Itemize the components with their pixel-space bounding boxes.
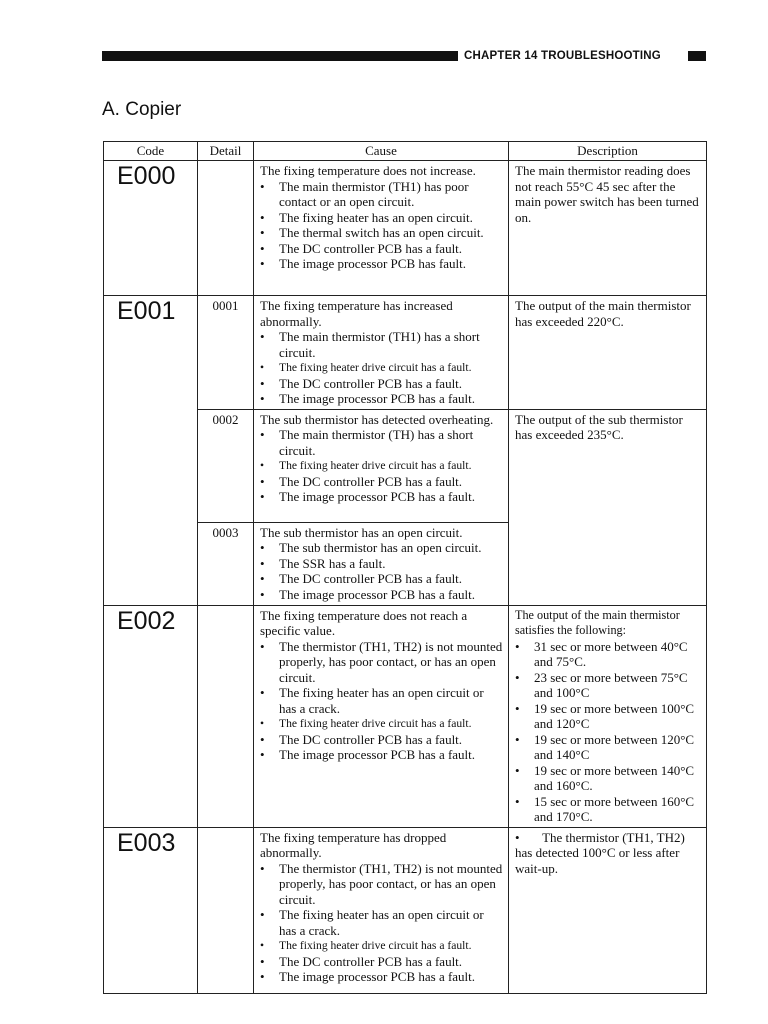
cause-cell [254, 296, 509, 410]
list-item: • The thermal switch has an open circuit. [260, 225, 504, 241]
table-row-e003 [104, 827, 707, 993]
list-item: • The fixing heater has an open circuit or has a crack. [260, 907, 504, 938]
detail-code: 0001 [212, 298, 239, 313]
error-code: E001 [117, 297, 176, 325]
list-item: • The DC controller PCB has a fault. [260, 376, 504, 392]
cause-lead: The fixing temperature has dropped abnormally. [260, 829, 447, 860]
detail-code: 0003 [212, 524, 239, 540]
description-cell [509, 161, 707, 296]
list-item: • 15 sec or more between 160°C and 170°C. [515, 794, 702, 825]
error-code-table [103, 141, 707, 994]
cause-lead: The sub thermistor has an open circuit. [260, 524, 463, 540]
cause-list [260, 179, 504, 272]
error-code: E002 [117, 606, 176, 635]
detail-cell [198, 409, 254, 522]
cause-list [260, 861, 504, 985]
list-item: • The fixing heater has an open circuit or has a crack. [260, 685, 504, 716]
list-item: • 19 sec or more between 100°C and 120°C [515, 701, 702, 732]
header-rule-right [688, 51, 706, 61]
list-item: • 19 sec or more between 120°C and 140°C [515, 732, 702, 763]
column-header-cause: Cause [254, 142, 509, 161]
description-list [515, 639, 702, 825]
table-row-e002 [104, 605, 707, 827]
description-text: The output of the main thermistor has exceeded 220°C. [515, 298, 691, 329]
list-item: • 31 sec or more between 40°C and 75°C. [515, 639, 702, 670]
description-lead: The output of the main thermistor satisfies the following: [515, 607, 680, 637]
list-item: • The main thermistor (TH) has a short circuit. [260, 427, 504, 458]
list-item: • The DC controller PCB has a fault. [260, 474, 504, 490]
list-item: • 23 sec or more between 75°C and 100°C [515, 670, 702, 701]
chapter-title: CHAPTER 14 TROUBLESHOOTING [464, 50, 661, 62]
list-item: • The image processor PCB has a fault. [260, 969, 504, 985]
chapter-header [102, 51, 706, 61]
detail-cell [198, 827, 254, 993]
description-cell [509, 296, 707, 410]
detail-cell [198, 605, 254, 827]
description-text: The main thermistor reading does not reach 55°C 45 sec after the main power switch has been turned on. [515, 163, 699, 225]
list-item: • The thermistor (TH1, TH2) is not mounted properly, has poor contact, or has an open circuit. [260, 861, 504, 908]
cause-cell [254, 605, 509, 827]
code-cell [104, 296, 198, 606]
column-header-detail: Detail [198, 142, 254, 161]
list-item: • The fixing heater drive circuit has a fault. [260, 360, 504, 376]
table-row-e001-0001 [104, 296, 707, 410]
description-cell [509, 409, 707, 605]
error-code: E003 [117, 828, 176, 857]
code-cell [104, 161, 198, 296]
list-item: • The DC controller PCB has a fault. [260, 954, 504, 970]
list-item: • The main thermistor (TH1) has a short circuit. [260, 329, 504, 360]
list-item: • The image processor PCB has a fault. [260, 747, 504, 763]
list-item: • The fixing heater drive circuit has a fault. [260, 938, 504, 954]
cause-lead: The fixing temperature does not increase. [260, 163, 476, 178]
cause-lead: The sub thermistor has detected overheating. [260, 411, 494, 427]
section-title: A. Copier [102, 99, 182, 120]
description-cell [509, 605, 707, 827]
description-text: • The thermistor (TH1, TH2) has detected 100°C or less after wait-up. [515, 829, 689, 876]
cause-cell [254, 409, 509, 522]
list-item: • The fixing heater drive circuit has a fault. [260, 458, 504, 474]
list-item: • 19 sec or more between 140°C and 160°C. [515, 763, 702, 794]
error-code: E000 [117, 162, 176, 190]
cause-lead: The fixing temperature has increased abnormally. [260, 298, 453, 329]
code-cell [104, 827, 198, 993]
cause-cell [254, 161, 509, 296]
list-item: • The DC controller PCB has a fault. [260, 732, 504, 748]
cause-list [260, 329, 504, 407]
detail-cell [198, 296, 254, 410]
list-item: • The thermistor (TH1, TH2) is not mounted properly, has poor contact, or has an open circuit. [260, 639, 504, 686]
cause-cell [254, 827, 509, 993]
detail-cell [198, 161, 254, 296]
cause-cell [254, 522, 509, 605]
cause-list [260, 639, 504, 763]
description-text: The output of the sub thermistor has exceeded 235°C. [515, 411, 683, 442]
list-item: • The image processor PCB has fault. [260, 256, 504, 272]
list-item: • The image processor PCB has a fault. [260, 391, 504, 407]
cause-list [260, 540, 504, 602]
detail-code: 0002 [212, 411, 239, 427]
list-item: • The image processor PCB has a fault. [260, 587, 504, 603]
description-cell [509, 827, 707, 993]
code-cell [104, 605, 198, 827]
list-item: • The DC controller PCB has a fault. [260, 571, 504, 587]
list-item: • The image processor PCB has a fault. [260, 489, 504, 505]
cause-list [260, 427, 504, 505]
list-item: • The fixing heater has an open circuit. [260, 210, 504, 226]
cause-lead: The fixing temperature does not reach a specific value. [260, 607, 468, 638]
detail-cell [198, 522, 254, 605]
header-rule-left [102, 51, 458, 61]
list-item: • The sub thermistor has an open circuit. [260, 540, 504, 556]
table-header-row [104, 142, 707, 161]
table-row-e000 [104, 161, 707, 296]
column-header-code: Code [104, 142, 198, 161]
list-item: • The SSR has a fault. [260, 556, 504, 572]
list-item: • The fixing heater drive circuit has a fault. [260, 716, 504, 732]
list-item: • The main thermistor (TH1) has poor contact or an open circuit. [260, 179, 504, 210]
column-header-description: Description [509, 142, 707, 161]
list-item: • The DC controller PCB has a fault. [260, 241, 504, 257]
